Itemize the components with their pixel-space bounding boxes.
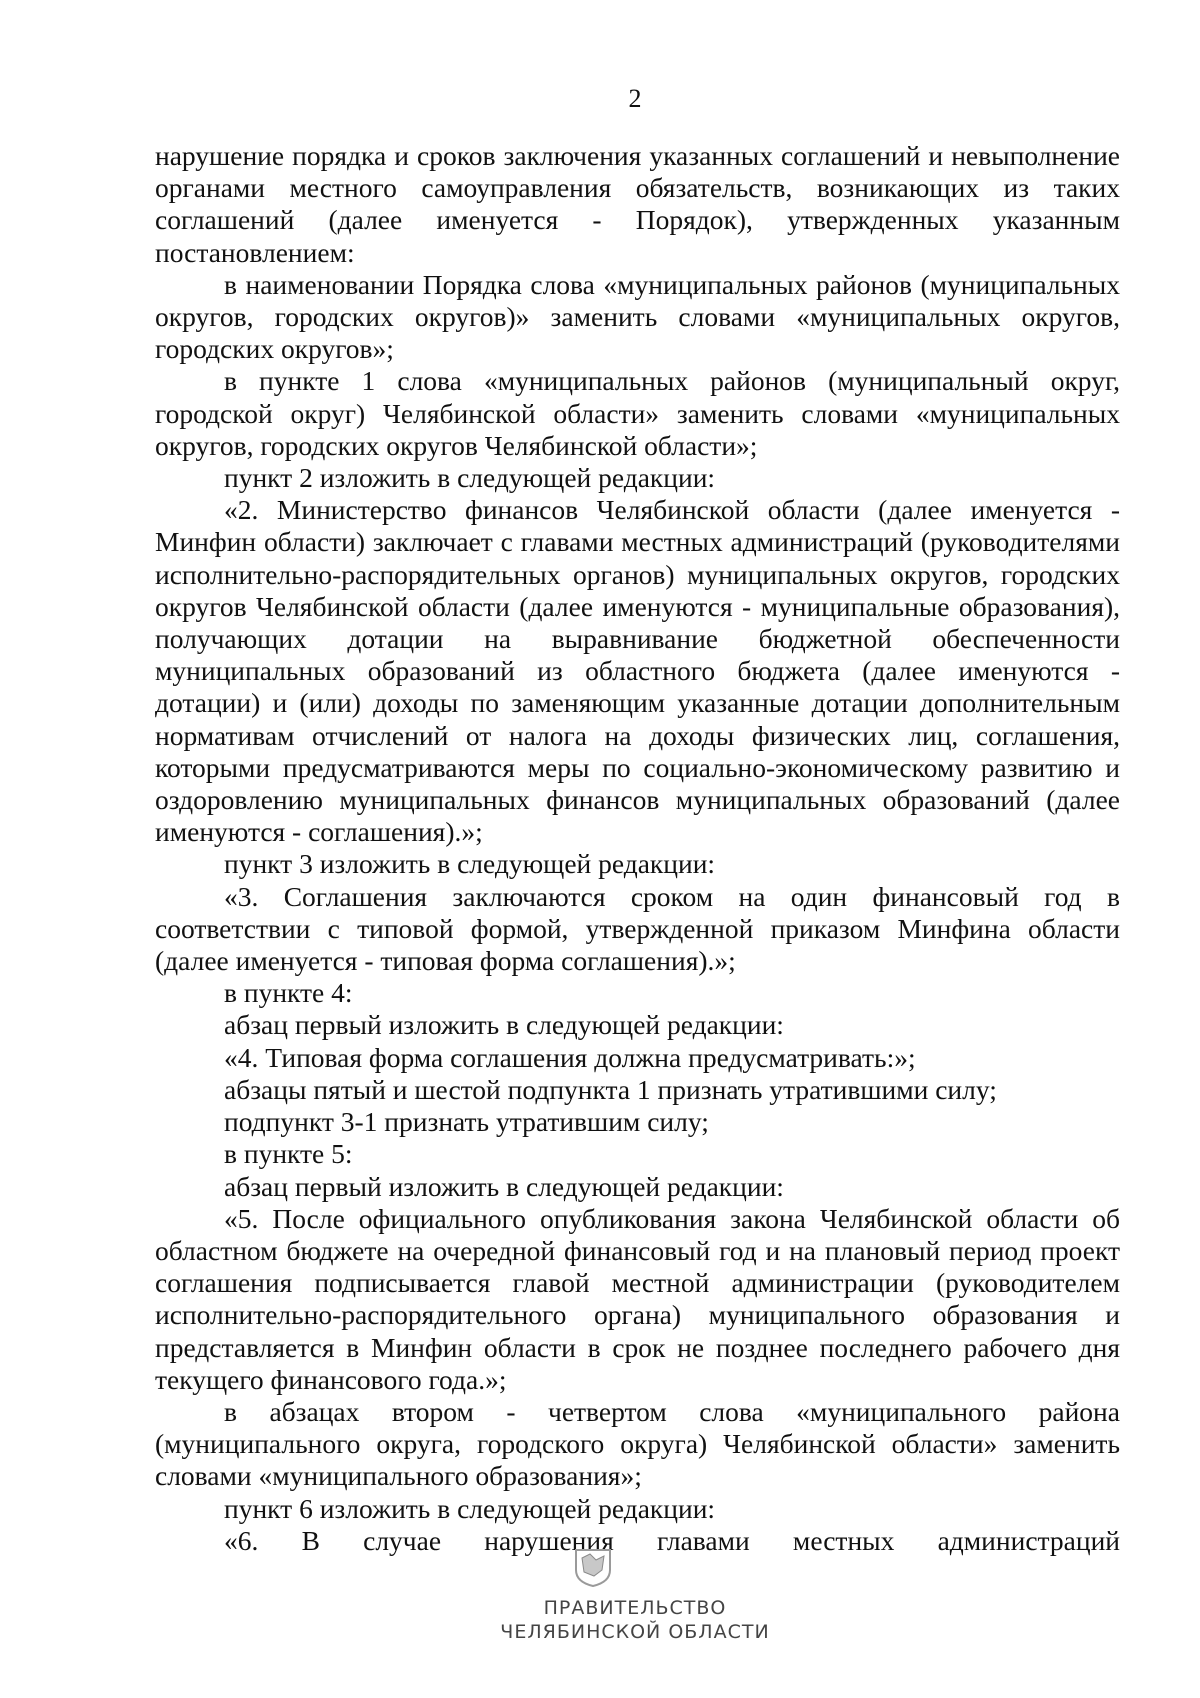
paragraph-4: пункт 2 изложить в следующей редакции: — [224, 462, 716, 494]
stamp-line-2: ЧЕЛЯБИНСКОЙ ОБЛАСТИ — [500, 1621, 770, 1643]
paragraph-16: в абзацах втором - четвертом слова «муниципального района (муниципального округа, городского округа) Челябинской области» заменить словами «муниципального образования»; — [155, 1395, 1120, 1492]
paragraph-3: в пункте 1 слова «муниципальных районов (муниципальный округ, городской округ) Челябинской области» заменить словами «муниципальных округов, городских округов Челябинской области»; — [155, 365, 1120, 461]
paragraph-13: в пункте 5: — [224, 1138, 353, 1170]
coat-of-arms-icon — [570, 1544, 616, 1588]
paragraph-17: пункт 6 изложить в следующей редакции: — [224, 1492, 716, 1524]
paragraph-1: нарушение порядка и сроков заключения указанных соглашений и невыполнение органами местного самоуправления обязательств, возникающих из таких соглашений (далее именуется - Порядок), утвержденных указанным постановлением: — [155, 140, 1120, 268]
paragraph-18: «6. В случае нарушения главами местных администраций — [224, 1524, 1120, 1556]
paragraph-14: абзац первый изложить в следующей редакции: — [224, 1170, 784, 1202]
stamp-line-1: ПРАВИТЕЛЬСТВО — [543, 1597, 727, 1619]
paragraph-12: подпункт 3-1 признать утратившим силу; — [224, 1106, 709, 1138]
paragraph-6: пункт 3 изложить в следующей редакции: — [224, 848, 716, 880]
paragraph-7: «3. Соглашения заключаются сроком на один финансовый год в соответствии с типовой формой, утвержденной приказом Минфина области (далее именуется - типовая форма соглашения).»; — [155, 880, 1120, 977]
government-stamp — [440, 1596, 830, 1644]
paragraph-8: в пункте 4: — [224, 977, 353, 1009]
paragraph-10: «4. Типовая форма соглашения должна предусматривать:»; — [224, 1041, 916, 1073]
paragraph-15: «5. После официального опубликования закона Челябинской области об областном бюджете на очередной финансовый год и на плановый период проект соглашения подписывается главой местной администрации (руководителем исполнительно-распорядительного органа) муниципального образования и представляется в Минфин области в срок не позднее последнего рабочего дня текущего финансового года.»; — [155, 1202, 1120, 1395]
document-body — [155, 140, 1120, 1557]
paragraph-9: абзац первый изложить в следующей редакции: — [224, 1009, 784, 1041]
paragraph-5: «2. Министерство финансов Челябинской области (далее именуется - Минфин области) заключает с главами местных администраций (руководителями исполнительно-распорядительных органов) муниципальных округов, городских округов Челябинской области (далее именуются - муниципальные образования), получающих дотации на выравнивание бюджетной обеспеченности муниципальных образований из областного бюджета (далее именуются - дотации) и (или) доходы по заменяющим указанные дотации дополнительным нормативам отчислений от налога на доходы физических лиц, соглашения, которыми предусматриваются меры по социально-экономическому развитию и оздоровлению муниципальных финансов муниципальных образований (далее именуются - соглашения).»; — [155, 494, 1120, 848]
page-number: 2 — [628, 84, 642, 113]
paragraph-11: абзацы пятый и шестой подпункта 1 признать утратившими силу; — [224, 1073, 997, 1105]
paragraph-2: в наименовании Порядка слова «муниципальных районов (муниципальных округов, городских округов)» заменить словами «муниципальных округов, городских округов»; — [155, 268, 1120, 365]
